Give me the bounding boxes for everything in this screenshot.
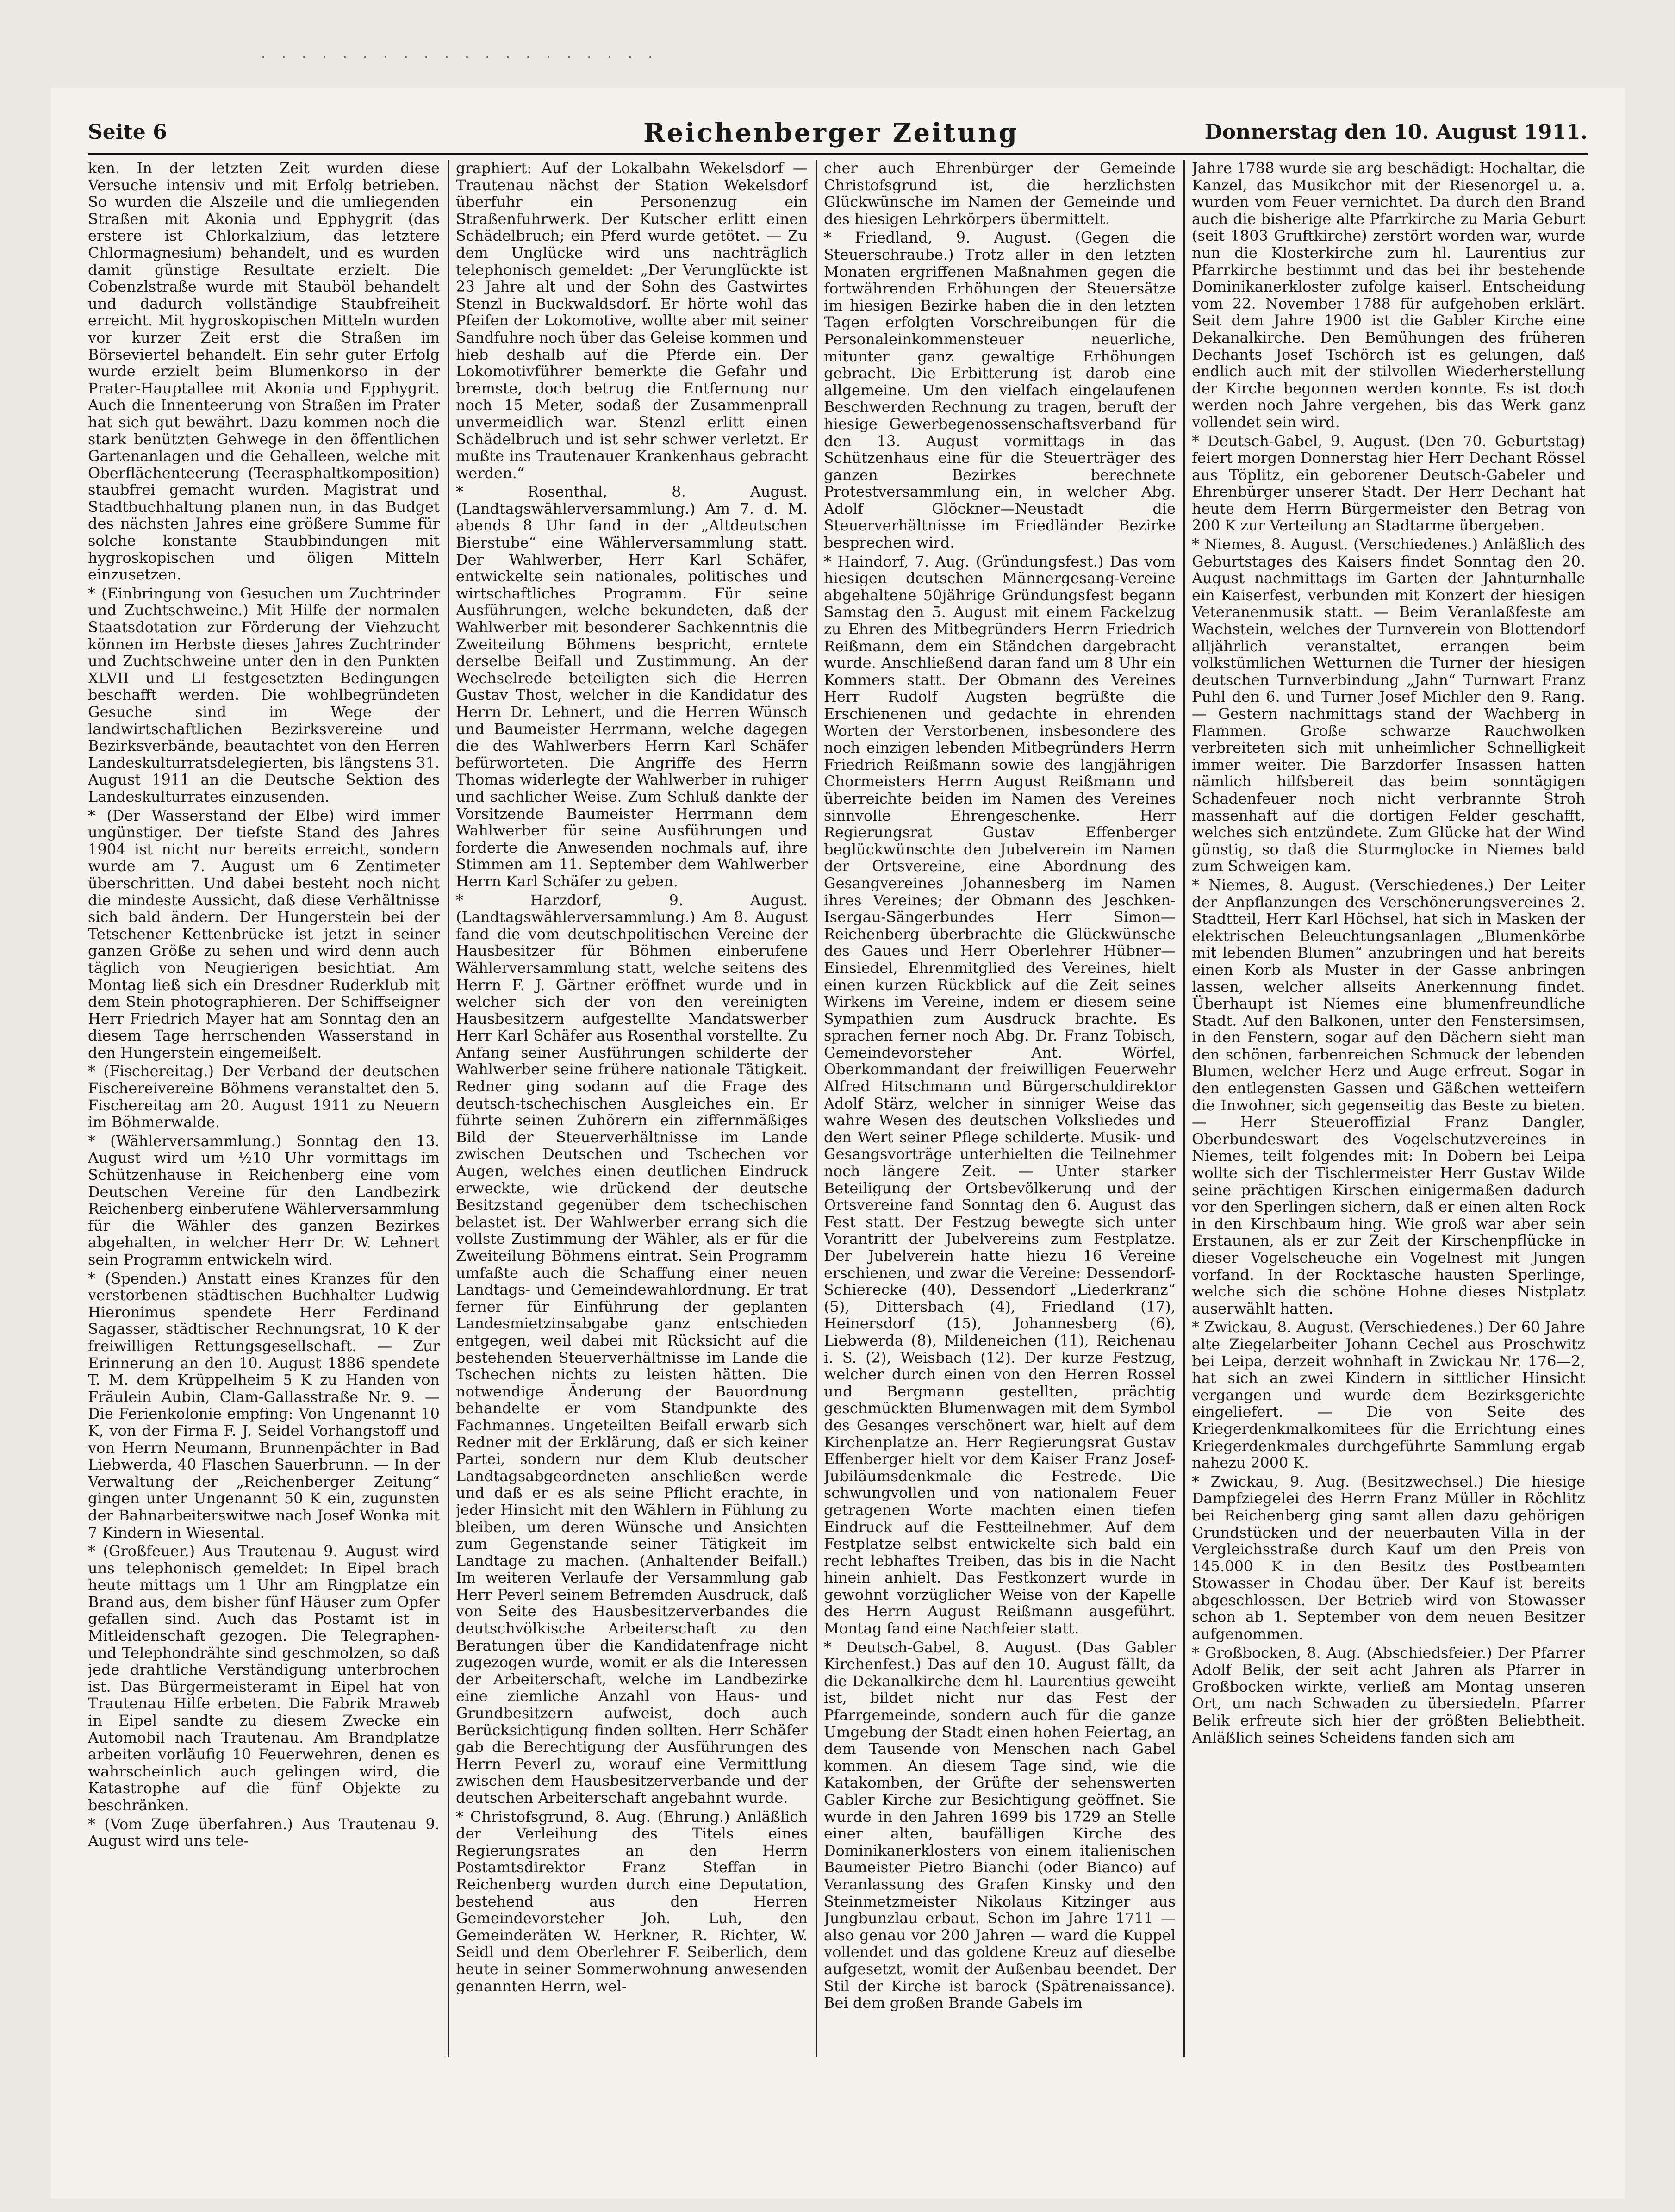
article-paragraph: * Haindorf, 7. Aug. (Gründungsfest.) Das vom hiesigen deutschen Männergesang-Vereine abgehaltene 50jährige Gründungsfest begann Samstag den 5. August mit einem Fackelzug zu Ehren des Mitbegründers Herrn Friedrich Reißmann, dem ein Ständchen dargebracht wurde. Anschließend daran fand um 8 Uhr ein Kommers statt. Der Obmann des Vereines Herr Rudolf Augsten begrüßte die Erschienenen und gedachte in ehrenden Worten der Verstorbenen, insbesondere des noch einzigen lebenden Mitbegründers Herrn Friedrich Reißmann sowie des langjährigen Chormeisters Herrn August Reißmann und überreichte beiden im Namen des Vereines sinnvolle Ehrengeschenke. Herr Regierungsrat Gustav Effenberger beglückwünschte den Jubelverein im Namen der Ortsvereine, eine Abordnung des Gesangvereines Johannesberg im Namen ihres Vereines; der Obmann des Jeschken-Isergau-Sängerbundes Herr Simon—Reichenberg überbrachte die Glückwünsche des Gaues und Herr Oberlehrer Hübner—Einsiedel, Ehrenmitglied des Vereines, hielt einen kurzen Rückblick auf die Zeit seines Wirkens im Vereine, indem er diesem seine Sympathien zum Ausdruck brachte. Es sprachen ferner noch Abg. Dr. Franz Tobisch, Gemeindevorsteher Ant. Wörfel, Oberkommandant der freiwilligen Feuerwehr Alfred Hitschmann und Bürgerschuldirektor Adolf Stärz, welcher in sinniger Weise das wahre Wesen des deutschen Volksliedes und den Wert seiner Pflege schilderte. Musik- und Gesangsvorträge unterhielten die Teilnehmer noch längere Zeit. — Unter starker Beteiligung der Ortsbevölkerung und der Ortsvereine fand Sonntag den 6. August das Fest statt. Der Festzug bewegte sich unter Vorantritt der Jubelvereins zum Festplatze. Der Jubelverein hatte hiezu 16 Vereine erschienen, und zwar die Vereine: Dessendorf-Schierecke (40), Dessendorf „Liederkranz“ (5), Dittersbach (4), Friedland (17), Heinersdorf (15), Johannesberg (6), Liebwerda (8), Mildeneichen (11), Reichenau i. S. (2), Weisbach (12). Der kurze Festzug, welcher durch einen von den Herren Rossel und Bergmann gestellten, prächtig geschmückten Blumenwagen mit dem Symbol des Gesanges verschönert war, hielt auf dem Kirchenplatze an. Herr Regierungsrat Gustav Effenberger hielt vor dem Kaiser Franz Josef-Jubiläumsdenkmale die Festrede. Die schwungvollen und von nationalem Feuer getragenen Worte machten einen tiefen Eindruck auf die Festteilnehmer. Auf dem Festplatze selbst entwickelte sich bald ein recht lebhaftes Treiben, das bis in die Nacht hinein anhielt. Das Festkonzert wurde in gewohnt vorzüglicher Weise von der Kapelle des Herrn August Reißmann ausgeführt. Montag fand eine Nachfeier statt. [824, 552, 1176, 1638]
article-paragraph: * Deutsch-Gabel, 8. August. (Das Gabler Kirchenfest.) Das auf den 10. August fällt, da die Dekanalkirche dem hl. Laurentius geweiht ist, bildet nicht nur das Fest der Pfarrgemeinde, sondern auch für die ganze Umgebung der Stadt einen hohen Feiertag, an dem Tausende von Menschen nach Gabel kommen. An diesem Tage sind, wie die Katakomben, der Grüfte der sehenswerten Gabler Kirche zur Besichtigung geöffnet. Sie wurde in den Jahren 1699 bis 1729 an Stelle einer alten, baufälligen Kirche des Dominikanerklosters von einem italienischen Baumeister Pietro Bianchi (oder Bianco) auf Veranlassung des Grafen Kinsky und den Steinmetzmeister Nikolaus Kitzinger aus Jungbunzlau erbaut. Schon im Jahre 1711 — also genau vor 200 Jahren — ward die Kuppel vollendet und das goldene Kreuz auf dieselbe aufgesetzt, womit der Außenbau beendet. Der Stil der Kirche ist barock (Spätrenaissance). Bei dem großen Brande Gabels im [824, 1638, 1176, 2012]
article-paragraph: ken. In der letzten Zeit wurden diese Versuche intensiv und mit Erfolg betrieben. So wurden die Alszeile und die umliegenden Straßen mit Akonia und Epphygrit (das erstere ist Chlorkalzium, das letztere Chlormagnesium) behandelt, und es wurden damit günstige Resultate erzielt. Die Cobenzlstraße wurde mit Stauböl behandelt und dadurch vollständige Staubfreiheit erreicht. Mit hygroskopischen Mitteln wurden vor kurzer Zeit erst die Straßen im Börseviertel behandelt. Ein sehr guter Erfolg wurde erzielt beim Blumenkorso in der Prater-Hauptallee mit Akonia und Epphygrit. Auch die Innenteerung von Straßen im Prater hat sich gut bewährt. Dazu kommen noch die stark benützten Gehwege in den öffentlichen Gartenanlagen und die Gehalleen, welche mit Oberflächenteerung (Teerasphaltkomposition) staubfrei gemacht wurden. Magistrat und Stadtbuchhaltung planen nun, in das Budget des nächsten Jahres eine größere Summe für solche konstante Staubbindungen mit hygroskopischen und öligen Mitteln einzusetzen. [88, 160, 440, 584]
article-paragraph: * (Fischereitag.) Der Verband der deutschen Fischereivereine Böhmens veranstaltet den 5. Fischereitag am 20. August 1911 zu Neuern im Böhmerwalde. [88, 1062, 440, 1131]
article-paragraph: * Niemes, 8. August. (Verschiedenes.) Anläßlich des Geburtstages des Kaisers findet Sonntag den 20. August nachmittags im Garten der Jahnturnhalle ein Kaiserfest, verbunden mit Konzert der hiesigen Veteranenmusik statt. — Beim Veranlaßfeste am Wachstein, welches der Turnverein von Blottendorf alljährlich veranstaltet, errangen beim volkstümlichen Wetturnen die Turner der hiesigen deutschen Turnverbindung „Jahn“ Turnwart Franz Puhl den 6. und Turner Josef Michler den 9. Rang. — Gestern nachmittags stand der Wachberg in Flammen. Große schwarze Rauchwolken verbreiteten sich mit unheimlicher Schnelligkeit immer weiter. Die Barzdorfer Insassen hatten nämlich hilfsbereit das beim sonntägigen Schadenfeuer noch nicht verbrannte Stroh massenhaft auf die dortigen Felder geschafft, welches sich entzündete. Zum Glücke hat der Wind günstig, so daß die Sturmglocke in Niemes bald zum Schweigen kam. [1192, 536, 1585, 875]
article-paragraph: * Niemes, 8. August. (Verschiedenes.) Der Leiter der Anpflanzungen des Verschönerungsvereines 2. Stadtteil, Herr Karl Höchsel, hat sich in Masken der elektrischen Beleuchtungsanlagen „Blumenkörbe mit lebenden Blumen“ anzubringen und hat bereits einen Korb als Muster in der Gasse anbringen lassen, welcher allseits Anerkennung findet. Überhaupt ist Niemes eine blumenfreundliche Stadt. Auf den Balkonen, unter den Fenstersimsen, in den Fenstern, sogar auf den Dächern sieht man den schönen, farbenreichen Schmuck der lebenden Blumen, welcher Herz und Auge erfreut. Sogar in den entlegensten Gassen und Gäßchen wetteifern die Inwohner, sich gegenseitig das Beste zu bieten. — Herr Steueroffizial Franz Dangler, Oberbundeswart des Vogelschutzvereines in Niemes, teilt folgendes mit: In Dobern bei Leipa wollte sich der Tischlermeister Herr Gustav Wilde seine prächtigen Kirschen einigermaßen dadurch vor den Sperlingen sichern, daß er einen alten Rock in den Kirschbaum hing. Wie groß war aber sein Erstaunen, als er zur Zeit der Kirschenpflücke in dieser Vogelscheuche ein Vogelnest mit Jungen vorfand. In der Rocktasche hausten Sperlinge, welche sich die schöne Hohne dieses Nistplatz auserwählt hatten. [1192, 876, 1585, 1317]
article-paragraph: cher auch Ehrenbürger der Gemeinde Christofsgrund ist, die herzlichsten Glückwünsche im Namen der Gemeinde und des hiesigen Lehrkörpers übermittelt. [824, 160, 1176, 228]
article-paragraph: * (Wählerversammlung.) Sonntag den 13. August wird um ½10 Uhr vormittags im Schützenhause in Reichenberg eine vom Deutschen Vereine für den Landbezirk Reichenberg einberufene Wählerversammlung für die Wähler des ganzen Bezirkes abgehalten, in welcher Herr Dr. W. Lehnert sein Programm entwickeln wird. [88, 1132, 440, 1268]
article-paragraph: graphiert: Auf der Lokalbahn Wekelsdorf —Trautenau nächst der Station Wekelsdorf überfuhr ein Personenzug ein Straßenfuhrwerk. Der Kutscher erlitt einen Schädelbruch; ein Pferd wurde getötet. — Zu dem Unglücke wird uns nachträglich telephonisch gemeldet: „Der Verunglückte ist 23 Jahre alt und der Sohn des Gastwirtes Stenzl in Buckwaldsdorf. Er hörte wohl das Pfeifen der Lokomotive, wollte aber mit seiner Sandfuhre noch über das Geleise kommen und hieb deshalb auf die Pferde ein. Der Lokomotivführer bemerkte die Gefahr und bremste, doch betrug die Entfernung nur noch 15 Meter, sodaß der Zusammenprall unvermeidlich war. Stenzl erlitt einen Schädelbruch und ist sehr schwer verletzt. Er mußte ins Trautenauer Krankenhaus gebracht werden.“ [456, 160, 808, 482]
article-paragraph: * Deutsch-Gabel, 9. August. (Den 70. Geburtstag) feiert morgen Donnerstag hier Herr Dechant Rössel aus Töplitz, ein geborener Deutsch-Gabeler und Ehrenbürger unserer Stadt. Der Herr Dechant hat heute dem Herrn Bürgermeister den Betrag von 200 K zur Verteilung an Stadtarme übergeben. [1192, 432, 1585, 535]
article-paragraph: * Zwickau, 8. August. (Verschiedenes.) Der 60 Jahre alte Ziegelarbeiter Johann Cechel aus Proschwitz bei Leipa, derzeit wohnhaft in Zwickau Nr. 176—2, hat sich an zwei Kindern in sittlicher Hinsicht vergangen und wurde dem Bezirksgerichte eingeliefert. — Die von Seite des Kriegerdenkmalkomitees für die Errichtung eines Kriegerdenkmales durchgeführte Sammlung ergab nahezu 2000 K. [1192, 1318, 1585, 1472]
text-column-3 [824, 160, 1176, 2057]
text-column-1 [88, 160, 440, 2057]
column-divider [448, 160, 449, 2057]
article-paragraph: * (Großfeuer.) Aus Trautenau 9. August wird uns telephonisch gemeldet: In Eipel brach heute mittags um 1 Uhr am Ringplatze ein Brand aus, dem bisher fünf Häuser zum Opfer gefallen sind. Auch das Postamt ist in Mitleidenschaft gezogen. Die Telegraphen- und Telephondrähte sind geschmolzen, so daß jede drahtliche Verständigung unterbrochen ist. Das Bürgermeisteramt in Eipel hat von Trautenau Hilfe erbeten. Die Fabrik Mraweb in Eipel sandte zu diesem Zwecke ein Automobil nach Trautenau. Am Brandplatze arbeiten vorläufig 10 Feuerwehren, denen es wahrscheinlich auch gelingen wird, die Katastrophe auf die fünf Objekte zu beschränken. [88, 1542, 440, 1814]
article-paragraph: * Christofsgrund, 8. Aug. (Ehrung.) Anläßlich der Verleihung des Titels eines Regierungsrates an den Herrn Postamtsdirektor Franz Steffan in Reichenberg wurden durch eine Deputation, bestehend aus den Herren Gemeindevorsteher Joh. Luh, den Gemeinderäten W. Herkner, R. Richter, W. Seidl und dem Oberlehrer F. Seiberlich, dem heute in seiner Sommerwohnung anwesenden genannten Herrn, wel- [456, 1807, 808, 1995]
article-paragraph: Jahre 1788 wurde sie arg beschädigt: Hochaltar, die Kanzel, das Musikchor mit der Riesenorgel u. a. wurden vom Feuer vernichtet. Da durch den Brand auch die bisherige alte Pfarrkirche zu Maria Geburt (seit 1803 Gruftkirche) zerstört worden war, wurde nun die Klosterkirche zum hl. Laurentius zur Pfarrkirche bestimmt und das bei ihr bestehende Dominikanerkloster zufolge kaiserl. Entscheidung vom 22. November 1788 für aufgehoben erklärt. Seit dem Jahre 1900 ist die Gabler Kirche eine Dekanalkirche. Den Bemühungen des früheren Dechants Josef Tschörch ist es gelungen, daß endlich auch mit der stilvollen Wiederherstellung der Kirche begonnen werden konnte. Es ist doch werden noch Jahre vergehen, bis das Werk ganz vollendet sein wird. [1192, 160, 1585, 431]
top-margin-print: · · · · · · · · · · · · · · · · · · · · [259, 50, 657, 64]
article-paragraph: * (Spenden.) Anstatt eines Kranzes für den verstorbenen städtischen Buchhalter Ludwig Hieronimus spendete Herr Ferdinand Sagasser, städtischer Rechnungsrat, 10 K der freiwilligen Rettungsgesellschaft. — Zur Erinnerung an den 10. August 1886 spendete T. M. dem Krüppelheim 5 K zu Handen von Fräulein Aubin, Clam-Gallasstraße Nr. 9. — Die Ferienkolonie empfing: Von Ungenannt 10 K, von der Firma F. J. Seidel Vorhangstoff und von Herrn Neumann, Brunnenpächter in Bad Liebwerda, 40 Flaschen Sauerbrunn. — In der Verwaltung der „Reichenberger Zeitung“ gingen unter Ungenannt 50 K ein, zugunsten der Bahnarbeiterswitwe nach Josef Wonka mit 7 Kindern in Wiesental. [88, 1269, 440, 1541]
article-paragraph: * (Einbringung von Gesuchen um Zuchtrinder und Zuchtschweine.) Mit Hilfe der normalen Staatsdotation zur Förderung der Viehzucht können im Herbste dieses Jahres Zuchtrinder und Zuchtschweine unter den in den Punkten XLVII und LI festgesetzten Bedingungen beschafft werden. Die wohlbegründeten Gesuche sind im Wege der landwirtschaftlichen Bezirksvereine und Bezirksverbände, beautachtet von den Herren Landeskulturratsdelegierten, bis längstens 31. August 1911 an die Deutsche Sektion des Landeskulturrates einzusenden. [88, 584, 440, 805]
article-paragraph: * (Der Wasserstand der Elbe) wird immer ungünstiger. Der tiefste Stand des Jahres 1904 ist nicht nur bereits erreicht, sondern wurde am 7. August um 6 Zentimeter überschritten. Und dabei besteht noch nicht die mindeste Aussicht, daß diese Verhältnisse sich bald ändern. Der Hungerstein bei der Tetschener Kettenbrücke ist jetzt in seiner ganzen Größe zu sehen und wird denn auch täglich von Neugierigen besichtiat. Am Montag ließ sich ein Dresdner Ruderklub mit dem Stein photographieren. Der Schiffseigner Herr Friedrich Mayer hat am Sonntag den an diesem Tage herrschenden Wasserstand in den Hungerstein eingemeißelt. [88, 806, 440, 1061]
header-rule [88, 153, 1588, 155]
page-header [88, 116, 1588, 153]
article-paragraph: * Harzdorf, 9. August. (Landtagswählerversammlung.) Am 8. August fand die vom deutschpolitischen Vereine der Hausbesitzer für Böhmen einberufene Wählerversammlung statt, welche seitens des Herrn F. J. Gärtner eröffnet wurde und in welcher sich der von den vereinigten Hausbesitzern aufgestellte Mandatswerber Herr Karl Schäfer aus Rosenthal vorstellte. Zu Anfang seiner Ausführungen schilderte der Wahlwerber seine frühere nationale Tätigkeit. Redner ging sodann auf die Frage des deutsch-tschechischen Ausgleiches ein. Er führte seinen Zuhörern ein ziffernmäßiges Bild der Steuerverhältnisse im Lande zwischen Deutschen und Tschechen vor Augen, welches einen deutlichen Eindruck erweckte, wie drückend der deutsche Besitzstand gegenüber dem tschechischen belastet ist. Der Wahlwerber errang sich die vollste Zustimmung der Wähler, als er für die Zweiteilung Böhmens eintrat. Sein Programm umfaßte auch die Schaffung einer neuen Landtags- und Gemeindewahlordnung. Er trat ferner für Einführung der geplanten Landesmietzinsabgabe ganz entschieden entgegen, weil dabei mit Rücksicht auf die bestehenden Steuerverhältnisse im Lande die Tschechen nichts zu leisten hätten. Die notwendige Änderung der Bauordnung behandelte er vom Standpunkte des Fachmannes. Ungeteilten Beifall erwarb sich Redner mit der Erklärung, daß er sich keiner Partei, sondern nur dem Klub deutscher Landtagsabgeordneten anschließen werde und daß er es als seine Pflicht erachte, in jeder Hinsicht mit den Wählern in Fühlung zu bleiben, um deren Wünsche und Ansichten zum Gegenstande seiner Tätigkeit im Landtage zu machen. (Anhaltender Beifall.) Im weiteren Verlaufe der Versammlung gab Herr Peverl seinem Befremden Ausdruck, daß von Seite des Hausbesitzerverbandes die deutschvölkische Arbeiterschaft zu den Beratungen über die Kandidatenfrage nicht zugezogen wurde, womit er als die Interessen der Arbeiterschaft, welche im Landbezirke eine ziemliche Anzahl von Haus- und Grundbesitzern aufweist, doch auch Berücksichtigung finden sollten. Herr Schäfer gab die Berechtigung der Ausführungen des Herrn Peverl zu, worauf eine Vermittlung zwischen dem Hausbesitzerverbande und der deutschen Arbeiterschaft angebahnt wurde. [456, 891, 808, 1807]
article-paragraph: * Friedland, 9. August. (Gegen die Steuerschraube.) Trotz aller in den letzten Monaten ergriffenen Maßnahmen gegen die fortwährenden Erhöhungen der Steuersätze im hiesigen Bezirke haben die in den letzten Tagen erfolgten Vorschreibungen für die Personaleinkommensteuer neuerliche, mitunter ganz gewaltige Erhöhungen gebracht. Die Erbitterung ist darob eine allgemeine. Um den vielfach eingelaufenen Beschwerden Rechnung zu tragen, beruft der hiesige Gewerbegenossenschaftsverband für den 13. August vormittags in das Schützenhaus eine für die Steuerträger des ganzen Bezirkes berechnete Protestversammlung ein, in welcher Abg. Adolf Glöckner—Neustadt die Steuerverhältnisse im Friedländer Bezirke besprechen wird. [824, 229, 1176, 552]
article-paragraph: * Großbocken, 8. Aug. (Abschiedsfeier.) Der Pfarrer Adolf Belik, der seit acht Jahren als Pfarrer in Großbocken wirkte, verließ am Montag unseren Ort, um nach Schwaden zu übersiedeln. Pfarrer Belik erfreute sich hier der größten Beliebtheit. Anläßlich seines Scheidens fanden sich am [1192, 1644, 1585, 1746]
page-number: Seite 6 [88, 120, 167, 144]
column-divider [1183, 160, 1185, 2057]
article-paragraph: * Rosenthal, 8. August. (Landtagswählerversammlung.) Am 7. d. M. abends 8 Uhr fand in der „Altdeutschen Bierstube“ eine Wählerversammlung statt. Der Wahlwerber, Herr Karl Schäfer, entwickelte sein nationales, politisches und wirtschaftliches Programm. Für seine Ausführungen, welche bekundeten, daß der Wahlwerber mit besonderer Sachkenntnis die Zweiteilung Böhmens bespricht, erntete derselbe Beifall und Zustimmung. An der Wechselrede beteiligten sich die Herren Gustav Thost, welcher in die Kandidatur des Herrn Dr. Lehnert, und die Herren Wünsch und Baumeister Herrmann, welche dagegen die des Wahlwerbers Herrn Karl Schäfer befürworteten. Die Angriffe des Herrn Thomas widerlegte der Wahlwerber in ruhiger und sachlicher Weise. Zum Schluß dankte der Vorsitzende Baumeister Herrmann dem Wahlwerber für seine Ausführungen und forderte die Anwesenden nochmals auf, ihre Stimmen am 11. September dem Wahlwerber Herrn Karl Schäfer zu geben. [456, 483, 808, 890]
text-column-4 [1192, 160, 1585, 2057]
article-paragraph: * (Vom Zuge überfahren.) Aus Trautenau 9. August wird uns tele- [88, 1815, 440, 1850]
column-divider [816, 160, 817, 2057]
issue-date: Donnerstag den 10. August 1911. [1204, 120, 1588, 144]
newspaper-title: Reichenberger Zeitung [643, 118, 1019, 148]
text-column-2 [456, 160, 808, 2057]
article-paragraph: * Zwickau, 9. Aug. (Besitzwechsel.) Die hiesige Dampfziegelei des Herrn Franz Müller in Röchlitz bei Reichenberg ging samt allen dazu gehörigen Grundstücken und der neuerbauten Villa in der Vergleichsstraße durch Kauf um den Preis von 145.000 K in den Besitz des Postbeamten Stowasser in Chodau über. Der Kauf ist bereits abgeschlossen. Der Betrieb wird von Stowasser schon ab 1. September von dem neuen Besitzer aufgenommen. [1192, 1472, 1585, 1643]
